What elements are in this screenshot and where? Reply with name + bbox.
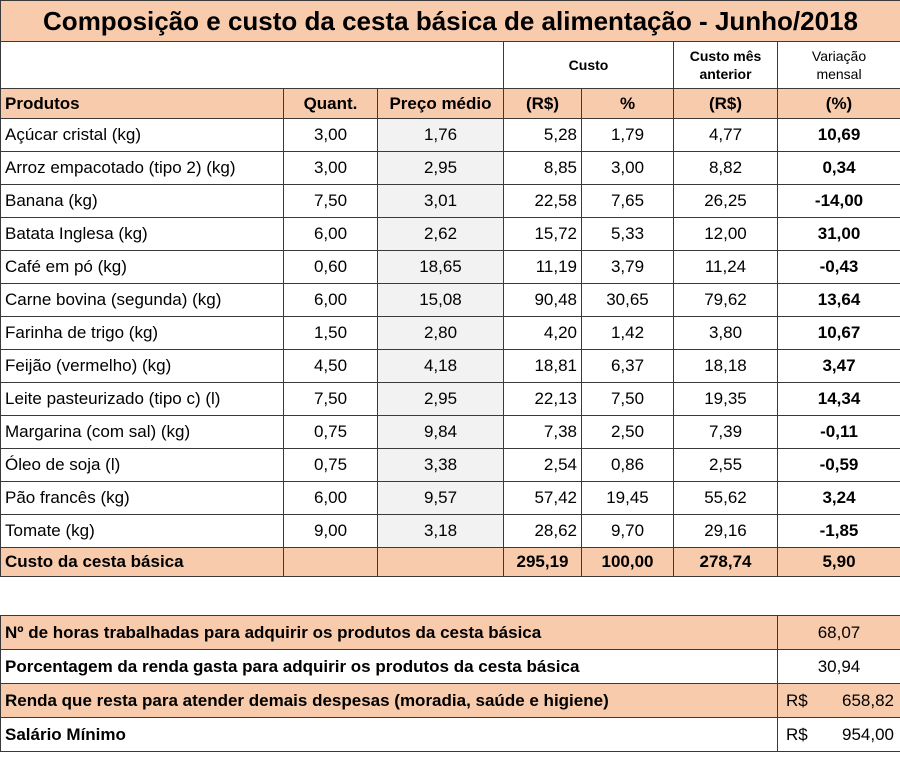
cell-variacao: 10,69: [778, 119, 900, 152]
cell-anterior: 18,18: [674, 350, 778, 383]
summary-row: [1, 650, 900, 684]
cell-produto: Açúcar cristal (kg): [1, 119, 284, 152]
cell-variacao: 0,34: [778, 152, 900, 185]
cell-produto: Feijão (vermelho) (kg): [1, 350, 284, 383]
product-rows: [1, 119, 900, 548]
table-row: [1, 119, 900, 152]
cell-preco-medio: 9,84: [378, 416, 504, 449]
cell-pct: 30,65: [582, 284, 674, 317]
cell-anterior: 26,25: [674, 185, 778, 218]
cell-produto: Banana (kg): [1, 185, 284, 218]
cell-anterior: 7,39: [674, 416, 778, 449]
summary-value-cell: [778, 650, 900, 684]
table-row: [1, 350, 900, 383]
summary-row: [1, 718, 900, 752]
page-title: Composição e custo da cesta básica de alimentação - Junho/2018: [1, 1, 900, 42]
total-custo: 295,19: [504, 548, 582, 577]
cell-produto: Óleo de soja (l): [1, 449, 284, 482]
cell-variacao: 3,24: [778, 482, 900, 515]
cell-anterior: 3,80: [674, 317, 778, 350]
cell-pct: 5,33: [582, 218, 674, 251]
cell-pct: 0,86: [582, 449, 674, 482]
cell-variacao: -14,00: [778, 185, 900, 218]
cell-pct: 2,50: [582, 416, 674, 449]
cell-custo: 4,20: [504, 317, 582, 350]
table-row: [1, 251, 900, 284]
cell-preco-medio: 3,38: [378, 449, 504, 482]
cell-preco-medio: 4,18: [378, 350, 504, 383]
header-blank: [1, 42, 504, 89]
cell-pct: 6,37: [582, 350, 674, 383]
total-pct: 100,00: [582, 548, 674, 577]
cell-custo: 28,62: [504, 515, 582, 548]
table-row: [1, 218, 900, 251]
cell-custo: 5,28: [504, 119, 582, 152]
cell-preco-medio: 2,95: [378, 383, 504, 416]
cell-anterior: 2,55: [674, 449, 778, 482]
summary-row: [1, 684, 900, 718]
cell-pct: 1,79: [582, 119, 674, 152]
header-variacao-mensal: [778, 42, 900, 89]
cell-produto: Batata Inglesa (kg): [1, 218, 284, 251]
cell-quant: 7,50: [284, 383, 378, 416]
summary-row: [1, 616, 900, 650]
currency-prefix: R$: [786, 690, 808, 710]
cell-preco-medio: 2,80: [378, 317, 504, 350]
table-row: [1, 383, 900, 416]
summary-table: [0, 615, 900, 752]
header-preco-medio: Preço médio: [378, 89, 504, 119]
header-quant: Quant.: [284, 89, 378, 119]
cell-variacao: -0,43: [778, 251, 900, 284]
cell-produto: Farinha de trigo (kg): [1, 317, 284, 350]
total-label: Custo da cesta básica: [1, 548, 284, 577]
cell-produto: Café em pó (kg): [1, 251, 284, 284]
cell-pct: 3,79: [582, 251, 674, 284]
summary-rows: [1, 616, 900, 752]
summary-value-cell: [778, 718, 900, 752]
cell-custo: 90,48: [504, 284, 582, 317]
cell-custo: 22,58: [504, 185, 582, 218]
summary-value: 658,82: [842, 690, 894, 710]
cell-variacao: 14,34: [778, 383, 900, 416]
header-custo-mes-anterior-line2: anterior: [699, 66, 752, 82]
cell-pct: 7,65: [582, 185, 674, 218]
table-row: [1, 152, 900, 185]
cell-custo: 8,85: [504, 152, 582, 185]
header-custo-pct: %: [582, 89, 674, 119]
cell-quant: 0,75: [284, 449, 378, 482]
cell-custo: 7,38: [504, 416, 582, 449]
cell-quant: 6,00: [284, 218, 378, 251]
cell-variacao: 10,67: [778, 317, 900, 350]
header-anterior-rs: (R$): [674, 89, 778, 119]
summary-value: 954,00: [842, 724, 894, 744]
cell-anterior: 79,62: [674, 284, 778, 317]
cell-custo: 15,72: [504, 218, 582, 251]
cell-variacao: 3,47: [778, 350, 900, 383]
table-row: [1, 449, 900, 482]
summary-value-cell: [778, 616, 900, 650]
summary-value: 30,94: [817, 656, 861, 676]
summary-label: Porcentagem da renda gasta para adquirir os produtos da cesta básica: [1, 650, 778, 684]
cell-quant: 6,00: [284, 284, 378, 317]
cell-quant: 6,00: [284, 482, 378, 515]
table-row: [1, 317, 900, 350]
total-variacao: 5,90: [778, 548, 900, 577]
total-quant-empty: [284, 548, 378, 577]
cell-produto: Tomate (kg): [1, 515, 284, 548]
cell-produto: Arroz empacotado (tipo 2) (kg): [1, 152, 284, 185]
cell-quant: 1,50: [284, 317, 378, 350]
cell-quant: 3,00: [284, 152, 378, 185]
cell-anterior: 4,77: [674, 119, 778, 152]
summary-label: Salário Mínimo: [1, 718, 778, 752]
summary-value: 68,07: [817, 622, 861, 642]
cell-produto: Carne bovina (segunda) (kg): [1, 284, 284, 317]
table-row: [1, 284, 900, 317]
header-custo-rs: (R$): [504, 89, 582, 119]
cell-custo: 11,19: [504, 251, 582, 284]
header-produtos: Produtos: [1, 89, 284, 119]
cell-custo: 2,54: [504, 449, 582, 482]
header-custo: Custo: [504, 42, 674, 89]
cell-variacao: -0,11: [778, 416, 900, 449]
cell-quant: 9,00: [284, 515, 378, 548]
cell-pct: 1,42: [582, 317, 674, 350]
cell-preco-medio: 2,62: [378, 218, 504, 251]
cell-anterior: 8,82: [674, 152, 778, 185]
cell-pct: 19,45: [582, 482, 674, 515]
total-preco-empty: [378, 548, 504, 577]
cell-produto: Margarina (com sal) (kg): [1, 416, 284, 449]
cell-preco-medio: 3,18: [378, 515, 504, 548]
cell-quant: 7,50: [284, 185, 378, 218]
cell-preco-medio: 3,01: [378, 185, 504, 218]
cell-quant: 0,75: [284, 416, 378, 449]
header-variacao-line2: mensal: [816, 66, 862, 82]
cell-pct: 7,50: [582, 383, 674, 416]
cell-produto: Leite pasteurizado (tipo c) (l): [1, 383, 284, 416]
cell-preco-medio: 2,95: [378, 152, 504, 185]
cell-quant: 3,00: [284, 119, 378, 152]
cell-anterior: 11,24: [674, 251, 778, 284]
cell-produto: Pão francês (kg): [1, 482, 284, 515]
cell-variacao: 31,00: [778, 218, 900, 251]
cell-custo: 22,13: [504, 383, 582, 416]
cell-preco-medio: 15,08: [378, 284, 504, 317]
cell-variacao: -1,85: [778, 515, 900, 548]
cell-anterior: 55,62: [674, 482, 778, 515]
header-custo-mes-anterior-line1: Custo mês: [689, 48, 762, 64]
cell-anterior: 19,35: [674, 383, 778, 416]
summary-label: Renda que resta para atender demais despesas (moradia, saúde e higiene): [1, 684, 778, 718]
cell-pct: 9,70: [582, 515, 674, 548]
currency-prefix: R$: [786, 724, 808, 744]
cell-quant: 0,60: [284, 251, 378, 284]
table-row: [1, 185, 900, 218]
total-anterior: 278,74: [674, 548, 778, 577]
table-row: [1, 515, 900, 548]
cell-anterior: 12,00: [674, 218, 778, 251]
summary-label: Nº de horas trabalhadas para adquirir os produtos da cesta básica: [1, 616, 778, 650]
table-row: [1, 416, 900, 449]
summary-value-cell: [778, 684, 900, 718]
cell-variacao: 13,64: [778, 284, 900, 317]
header-variacao-pct: (%): [778, 89, 900, 119]
cell-custo: 57,42: [504, 482, 582, 515]
cell-pct: 3,00: [582, 152, 674, 185]
cell-preco-medio: 9,57: [378, 482, 504, 515]
header-custo-mes-anterior: [674, 42, 778, 89]
cell-variacao: -0,59: [778, 449, 900, 482]
cell-anterior: 29,16: [674, 515, 778, 548]
cell-preco-medio: 1,76: [378, 119, 504, 152]
cell-custo: 18,81: [504, 350, 582, 383]
cell-quant: 4,50: [284, 350, 378, 383]
cell-preco-medio: 18,65: [378, 251, 504, 284]
header-variacao-line1: Variação: [811, 48, 867, 64]
table-row: [1, 482, 900, 515]
